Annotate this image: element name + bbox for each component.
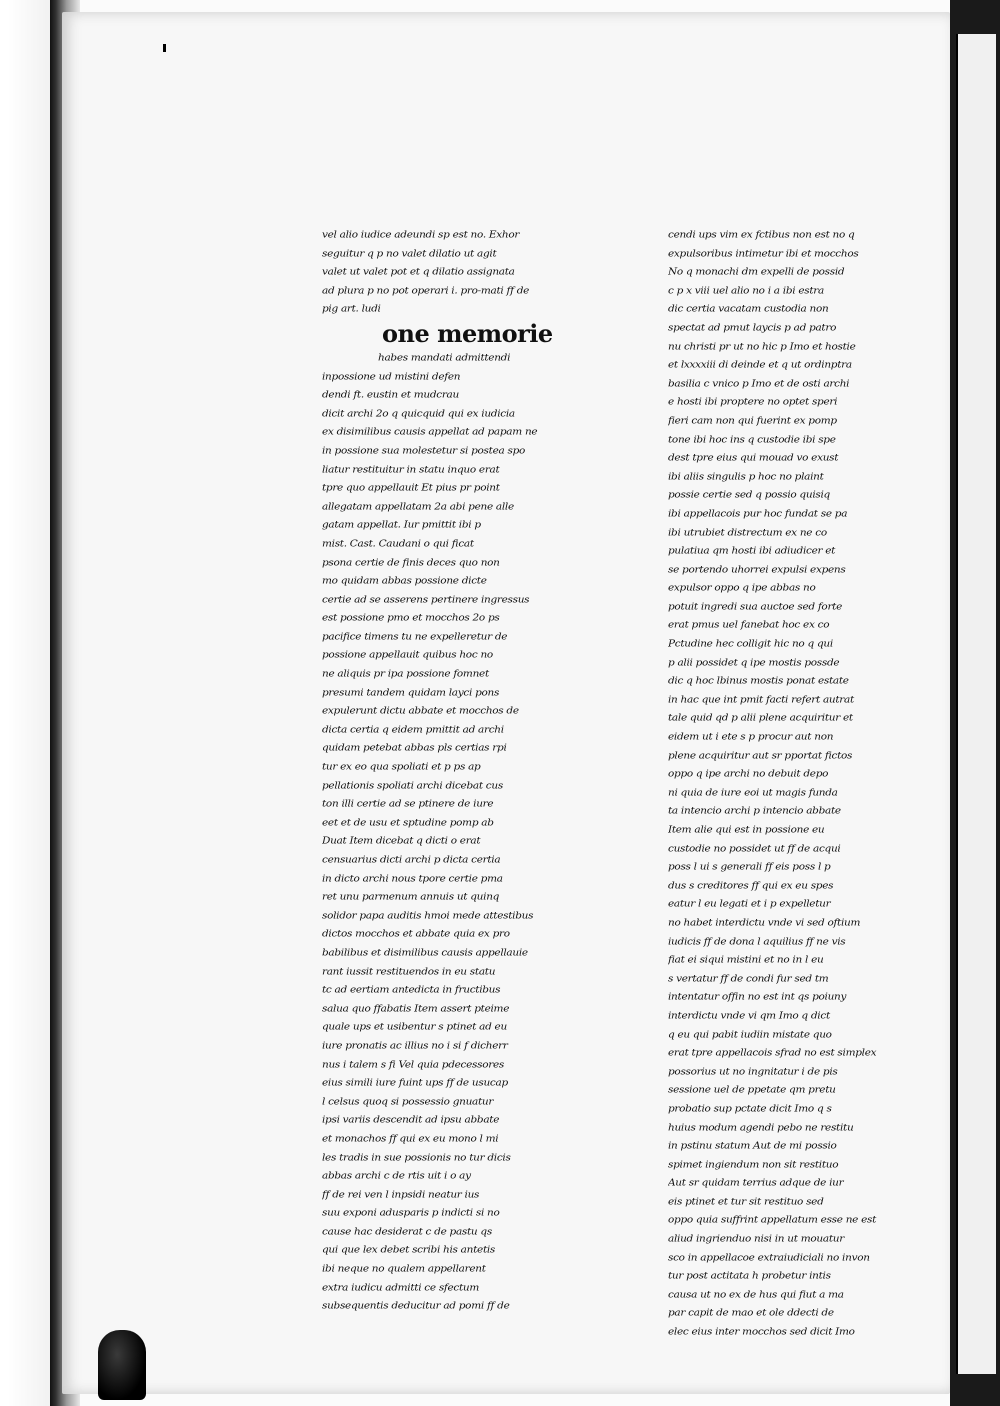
text-line: possione appellauit quibus hoc no [322,650,493,661]
text-line: pacifice timens tu ne expelleretur de [322,631,508,643]
text-line: ff de rei ven l inpsidi neatur ius [322,1189,480,1201]
text-line: dicit archi 2o q quicquid qui ex iudicia [322,408,515,420]
text-line: in possione sua molestetur si postea spo [322,445,526,457]
text-line: s vertatur ff de condi fur sed tm [668,973,829,985]
text-line: oppo quia suffrint appellatum esse ne est [668,1215,877,1226]
text-line: dicta certia q eidem pmittit ad archi [322,724,504,736]
text-line: est possione pmo et mocchos 2o ps [322,612,500,624]
text-line: dest tpre eius qui mouad vo exust [668,452,839,464]
text-line: et lxxxxiii di deinde et q ut ordinptra [668,359,852,371]
text-line: qui que lex debet scribi his antetis [322,1245,496,1256]
right-text-column [668,226,912,1342]
scan-margin [0,0,8,1406]
text-line: gatam appellat. Iur pmittit ibi p [322,519,481,531]
text-line: se portendo uhorrei expulsi expens [668,564,846,576]
text-line: tpre quo appellauit Et pius pr point [322,482,500,494]
text-line: probatio sup pctate dicit Imo q s [668,1103,832,1115]
text-line: sessione uel de ppetate qm pretu [668,1084,836,1096]
text-line: Duat Item dicebat q dicti o erat [322,836,481,847]
text-line: aliud ingrienduo nisi in ut mouatur [668,1233,844,1245]
text-line: c p x viii uel alio no i a ibi estra [668,285,824,297]
text-line: Item alie qui est in possione eu [668,824,825,836]
text-line: oppo q ipe archi no debuit depo [668,768,829,780]
text-line: eius simili iure fuint ups ff de usucap [322,1077,508,1089]
text-line: erat pmus uel fanebat hoc ex co [668,620,830,631]
next-leaf-edge [956,34,996,1374]
text-line: causa ut no ex de hus qui fiut a ma [668,1289,844,1301]
text-line: ibi appellacois pur hoc fundat se pa [668,508,848,520]
section-heading: one memorie [382,318,553,348]
text-line: possie certie sed q possio quisiq [668,489,830,501]
left-column-body [322,349,592,1316]
text-line: ibi aliis singulis p hoc no plaint [668,471,824,483]
text-line: inpossione ud mistini defen [322,371,461,382]
text-line: ni quia de iure eoi ut magis funda [668,787,838,799]
text-line: iure pronatis ac illius no i si f dicherr [322,1040,508,1052]
text-line: dus s creditores ff qui ex eu spes [668,880,834,892]
text-line: No q monachi dm expelli de possid [668,266,845,278]
text-line: abbas archi c de rtis uit i o ay [322,1170,471,1182]
text-line: cendi ups vim ex fctibus non est no q [668,229,855,241]
text-line: huius modum agendi pebo ne restitu [668,1122,854,1133]
text-line: valet ut valet pot et q dilatio assignata [322,266,515,278]
text-line: ne aliquis pr ipa possione fomnet [322,668,489,680]
text-line: quale ups et usibentur s ptinet ad eu [322,1021,507,1033]
text-line: subsequentis deducitur ad pomi ff de [322,1300,510,1312]
text-line: ibi utrubiet distrectum ex ne co [668,527,827,538]
text-line: Pctudine hec colligit hic no q qui [668,638,833,650]
text-line: plene acquiritur aut sr pportat fictos [668,750,853,762]
text-line: basilia c vnico p Imo et de osti archi [668,378,850,390]
text-line: iudicis ff de dona l aquilius ff ne vis [668,936,846,947]
text-line: pulatiua qm hosti ibi adiudicer et [668,545,836,557]
page-mark [163,44,166,52]
text-line: censuarius dicti archi p dicta certia [322,854,501,866]
text-line: ibi neque no qualem appellarent [322,1263,486,1275]
text-line: salua quo ffabatis Item assert pteime [322,1003,510,1015]
text-line: spectat ad pmut laycis p ad patro [668,322,837,334]
text-line: liatur restituitur in statu inquo erat [322,464,500,475]
text-line: certie ad se asserens pertinere ingressus [322,594,530,606]
text-line: eis ptinet et tur sit restituo sed [668,1196,824,1208]
text-line: in pstinu statum Aut de mi possio [668,1140,837,1152]
text-line: tone ibi hoc ins q custodie ibi spe [668,434,836,445]
text-line: dic q hoc lbinus mostis ponat estate [668,675,849,687]
text-line: erat tpre appellacois sfrad no est simplex [668,1047,877,1059]
text-line: pellationis spoliati archi dicebat cus [322,780,503,792]
text-line: dic certia vacatam custodia non [668,304,829,315]
text-line: elec eius inter mocchos sed dicit Imo [668,1326,855,1338]
text-line: expulsor oppo q ipe abbas no [668,582,816,594]
left-text-column [322,226,592,1316]
text-line: q eu qui pabit iudiin mistate quo [668,1029,832,1040]
text-line: allegatam appellatam 2a abi pene alle [322,501,514,513]
text-line: intentatur offin no est int qs poiuny [668,991,847,1003]
text-line: pig art. ludi [322,304,381,315]
text-line: fiat ei siqui mistini et no in l eu [668,954,824,966]
text-line: no habet interdictu vnde vi sed oftium [668,917,861,929]
text-line: vel alio iudice adeundi sp est no. Exhor [322,229,520,241]
text-line: presumi tandem quidam layci pons [322,687,500,699]
text-line: custodie no possidet ut ff de acqui [668,843,841,855]
holder-thumb [98,1330,146,1400]
text-line: ret unu parmenum annuis ut quinq [322,891,500,903]
text-line: potuit ingredi sua auctoe sed forte [668,601,842,613]
text-line: tur ex eo qua spoliati et p ps ap [322,761,481,773]
text-line: psona certie de finis deces quo non [322,557,500,568]
text-line: extra iudicu admitti ce sfectum [322,1282,480,1294]
text-line: fieri cam non qui fuerint ex pomp [668,415,837,427]
text-line: ex disimilibus causis appellat ad papam ne [322,426,538,438]
text-line: eet et de usu et sptudine pomp ab [322,817,494,829]
text-line: dendi ft. eustin et mudcrau [322,389,459,401]
text-line: suu exponi adusparis p indicti si no [322,1207,500,1219]
text-line: rant iussit restituendos in eu statu [322,966,496,977]
text-line: eatur l eu legati et i p expelletur [668,899,831,910]
text-line: nu christi pr ut no hic p Imo et hostie [668,341,856,352]
text-line: habes mandati admittendi [378,352,511,364]
text-line: e hosti ibi proptere no optet speri [668,396,838,408]
text-line: ad plura p no pot operari i. pro-mati ff de [322,285,530,297]
text-line: ta intencio archi p intencio abbate [668,806,841,817]
text-line: ton illi certie ad se ptinere de iure [322,798,494,810]
text-line: eidem ut i ete s p procur aut non [668,731,834,743]
left-column-opening [322,226,592,319]
text-line: interdictu vnde vi qm Imo q dict [668,1010,830,1022]
text-line: poss l ui s generali ff eis poss l p [668,861,831,873]
text-line: babilibus et disimilibus causis appellauie [322,947,528,959]
text-line: quidam petebat abbas pls certias rpi [322,743,507,754]
text-line: expulerunt dictu abbate et mocchos de [322,705,519,717]
text-line: expulsoribus intimetur ibi et mocchos [668,248,859,260]
text-line: et monachos ff qui ex eu mono l mi [322,1133,499,1145]
right-column-body [668,226,912,1342]
text-line: possorius ut no ingnitatur i de pis [668,1066,838,1078]
text-line: les tradis in sue possionis no tur dicis [322,1152,511,1163]
text-line: sco in appellacoe extraiudiciali no invon [668,1252,870,1264]
facing-page-edge [8,0,50,1406]
text-line: mo quidam abbas possione dicte [322,575,487,587]
text-line: tur post actitata h probetur intis [668,1270,831,1282]
text-line: in dicto archi nous tpore certie pma [322,873,503,885]
text-line: ipsi variis descendit ad ipsu abbate [322,1114,500,1126]
text-line: par capit de mao et ole ddecti de [668,1308,834,1319]
text-line: spimet ingiendum non sit restituo [668,1159,839,1171]
text-line: solidor papa auditis hmoi mede attestibus [322,910,534,922]
text-line: cause hac desiderat c de pastu qs [322,1226,492,1238]
text-line: dictos mocchos et abbate quia ex pro [322,929,510,940]
text-line: in hac que int pmit facti refert autrat [668,694,854,706]
text-line: Aut sr quidam terrius adque de iur [668,1177,844,1189]
text-line: nus i talem s fi Vel quia pdecessores [322,1059,504,1070]
text-line: p alii possidet q ipe mostis possde [668,657,840,669]
text-line: mist. Cast. Caudani o qui ficat [322,538,474,550]
text-line: tc ad eertiam antedicta in fructibus [322,984,501,996]
text-line: tale quid qd p alii plene acquiritur et [668,713,853,724]
text-line: l celsus quoq si possessio gnuatur [322,1096,494,1108]
text-line: seguitur q p no valet dilatio ut agit [322,248,497,260]
